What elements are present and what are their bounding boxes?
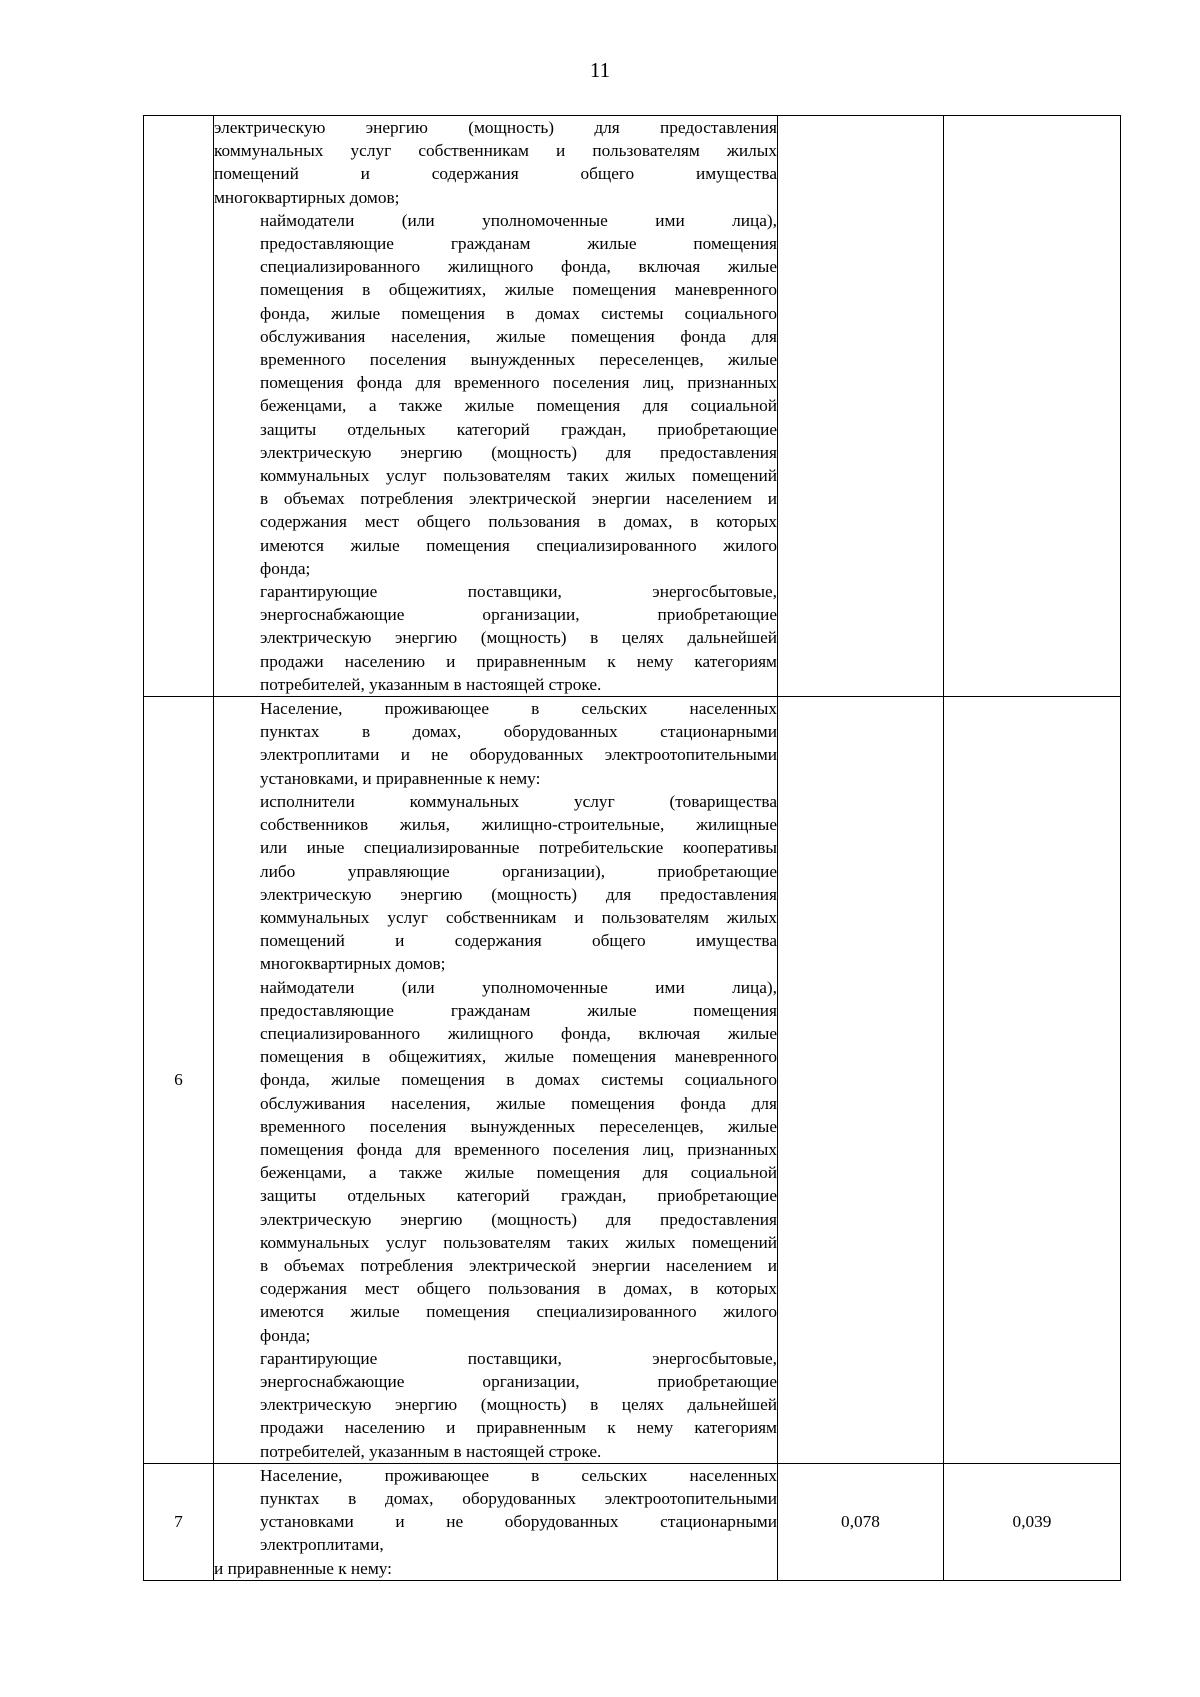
paragraph-line: гарантирующие поставщики, энергосбытовые,	[260, 1348, 777, 1368]
paragraph-line: коммунальных услуг собственникам и пользователям жилых	[214, 141, 777, 161]
paragraph-line: электрическую энергию (мощность) для предоставления	[214, 118, 777, 137]
row-number-cell: 6	[144, 697, 214, 1464]
paragraph-line: энергоснабжающие организации, приобретающие	[260, 1371, 777, 1391]
category-paragraph	[214, 1557, 777, 1580]
consumer-category-cell	[214, 116, 778, 697]
paragraph-line: имеются жилые помещения специализированного жилого	[260, 535, 777, 555]
paragraph-line: установками, и приравненные к нему:	[260, 768, 541, 788]
paragraph-line: наймодатели (или уполномоченные ими лица),	[260, 210, 777, 230]
category-paragraph	[214, 116, 777, 209]
coefficient-cell-1	[778, 116, 944, 697]
paragraph-line: беженцами, а также жилые помещения для социальной	[260, 1163, 777, 1183]
coefficient-cell-2	[944, 116, 1121, 697]
paragraph-line: электрическую энергию (мощность) для предоставления	[260, 884, 777, 904]
paragraph-line: помещений и содержания общего имущества	[260, 931, 777, 951]
paragraph-line: продажи населению и приравненным к нему категориям	[260, 1418, 777, 1438]
paragraph-line: электрическую энергию (мощность) для предоставления	[260, 442, 777, 462]
paragraph-line: имеются жилые помещения специализированного жилого	[260, 1302, 777, 1322]
category-paragraph	[214, 1347, 777, 1463]
coefficient-cell-1: 0,078	[778, 1463, 944, 1580]
paragraph-line: наймодатели (или уполномоченные ими лица),	[260, 977, 777, 997]
paragraph-line: электрическую энергию (мощность) в целях дальнейшей	[260, 628, 777, 648]
paragraph-line: продажи населению и приравненным к нему категориям	[260, 651, 777, 671]
coefficient-cell-2	[944, 697, 1121, 1464]
paragraph-line: и приравненные к нему:	[214, 1558, 392, 1578]
paragraph-line: пунктах в домах, оборудованных электроотопительными	[260, 1488, 777, 1508]
paragraph-line: помещения в общежитиях, жилые помещения маневренного	[260, 1047, 777, 1067]
paragraph-line: защиты отдельных категорий граждан, приобретающие	[260, 419, 777, 439]
paragraph-line: фонда, жилые помещения в домах системы социального	[260, 303, 777, 323]
category-paragraph	[214, 790, 777, 976]
row-number-cell	[144, 116, 214, 697]
paragraph-line: коммунальных услуг собственникам и пользователям жилых	[260, 907, 777, 927]
paragraph-line: энергоснабжающие организации, приобретающие	[260, 605, 777, 625]
paragraph-line: либо управляющие организации), приобретающие	[260, 861, 777, 881]
paragraph-line: пунктах в домах, оборудованных стационарными	[260, 722, 777, 742]
paragraph-line: временного поселения вынужденных переселенцев, жилые	[260, 350, 777, 370]
paragraph-line: помещения фонда для временного поселения лиц, признанных	[260, 1139, 777, 1159]
paragraph-line: помещений и содержания общего имущества	[214, 164, 777, 184]
paragraph-line: коммунальных услуг пользователям таких жилых помещений	[260, 466, 777, 486]
paragraph-line: обслуживания населения, жилые помещения фонда для	[260, 326, 777, 346]
paragraph-line: установками и не оборудованных стационарными	[260, 1512, 777, 1532]
paragraph-line: содержания мест общего пользования в домах, в которых	[260, 1279, 777, 1299]
paragraph-line: временного поселения вынужденных переселенцев, жилые	[260, 1116, 777, 1136]
paragraph-line: фонда;	[260, 1325, 311, 1345]
paragraph-line: потребителей, указанным в настоящей строке.	[260, 674, 602, 694]
table-row	[144, 116, 1121, 697]
paragraph-line: коммунальных услуг пользователям таких жилых помещений	[260, 1232, 777, 1252]
paragraph-line: собственников жилья, жилищно-строительные, жилищные	[260, 815, 777, 835]
paragraph-line: защиты отдельных категорий граждан, приобретающие	[260, 1186, 777, 1206]
paragraph-line: беженцами, а также жилые помещения для социальной	[260, 396, 777, 416]
category-paragraph	[214, 1464, 777, 1557]
row-number-cell: 7	[144, 1463, 214, 1580]
paragraph-line: электроплитами,	[260, 1535, 384, 1555]
paragraph-line: специализированного жилищного фонда, включая жилые	[260, 1023, 777, 1043]
category-paragraph	[214, 209, 777, 580]
category-paragraph	[214, 697, 777, 790]
table-row	[144, 697, 1121, 1464]
paragraph-line: специализированного жилищного фонда, включая жилые	[260, 257, 777, 277]
coefficient-cell-1	[778, 697, 944, 1464]
paragraph-line: многоквартирных домов;	[260, 954, 446, 974]
paragraph-line: электроплитами и не оборудованных электроотопительными	[260, 745, 777, 765]
paragraph-line: фонда;	[260, 558, 311, 578]
paragraph-line: в объемах потребления электрической энергии населением и	[260, 1255, 777, 1275]
page-number: 11	[589, 58, 611, 82]
paragraph-line: помещения фонда для временного поселения лиц, признанных	[260, 373, 777, 393]
category-paragraph	[214, 976, 777, 1347]
coefficient-cell-2: 0,039	[944, 1463, 1121, 1580]
paragraph-line: гарантирующие поставщики, энергосбытовые,	[260, 582, 777, 602]
paragraph-line: Население, проживающее в сельских населенных	[260, 1465, 777, 1485]
paragraph-line: потребителей, указанным в настоящей строке.	[260, 1441, 602, 1461]
paragraph-line: содержания мест общего пользования в домах, в которых	[260, 512, 777, 532]
paragraph-line: помещения в общежитиях, жилые помещения маневренного	[260, 280, 777, 300]
paragraph-line: или иные специализированные потребительские кооперативы	[260, 838, 777, 858]
paragraph-line: предоставляющие гражданам жилые помещения	[260, 1000, 777, 1020]
category-paragraph	[214, 580, 777, 696]
paragraph-line: электрическую энергию (мощность) для предоставления	[260, 1209, 777, 1229]
paragraph-line: фонда, жилые помещения в домах системы социального	[260, 1070, 777, 1090]
table-row	[144, 1463, 1121, 1580]
tariff-table	[143, 115, 1121, 1581]
paragraph-line: многоквартирных домов;	[214, 187, 400, 207]
paragraph-line: предоставляющие гражданам жилые помещения	[260, 234, 777, 254]
paragraph-line: обслуживания населения, жилые помещения фонда для	[260, 1093, 777, 1113]
paragraph-line: Население, проживающее в сельских населенных	[260, 699, 777, 719]
consumer-category-cell	[214, 1463, 778, 1580]
consumer-category-cell	[214, 697, 778, 1464]
paragraph-line: электрическую энергию (мощность) в целях дальнейшей	[260, 1395, 777, 1415]
paragraph-line: исполнители коммунальных услуг (товарищества	[260, 791, 777, 811]
paragraph-line: в объемах потребления электрической энергии населением и	[260, 489, 777, 509]
